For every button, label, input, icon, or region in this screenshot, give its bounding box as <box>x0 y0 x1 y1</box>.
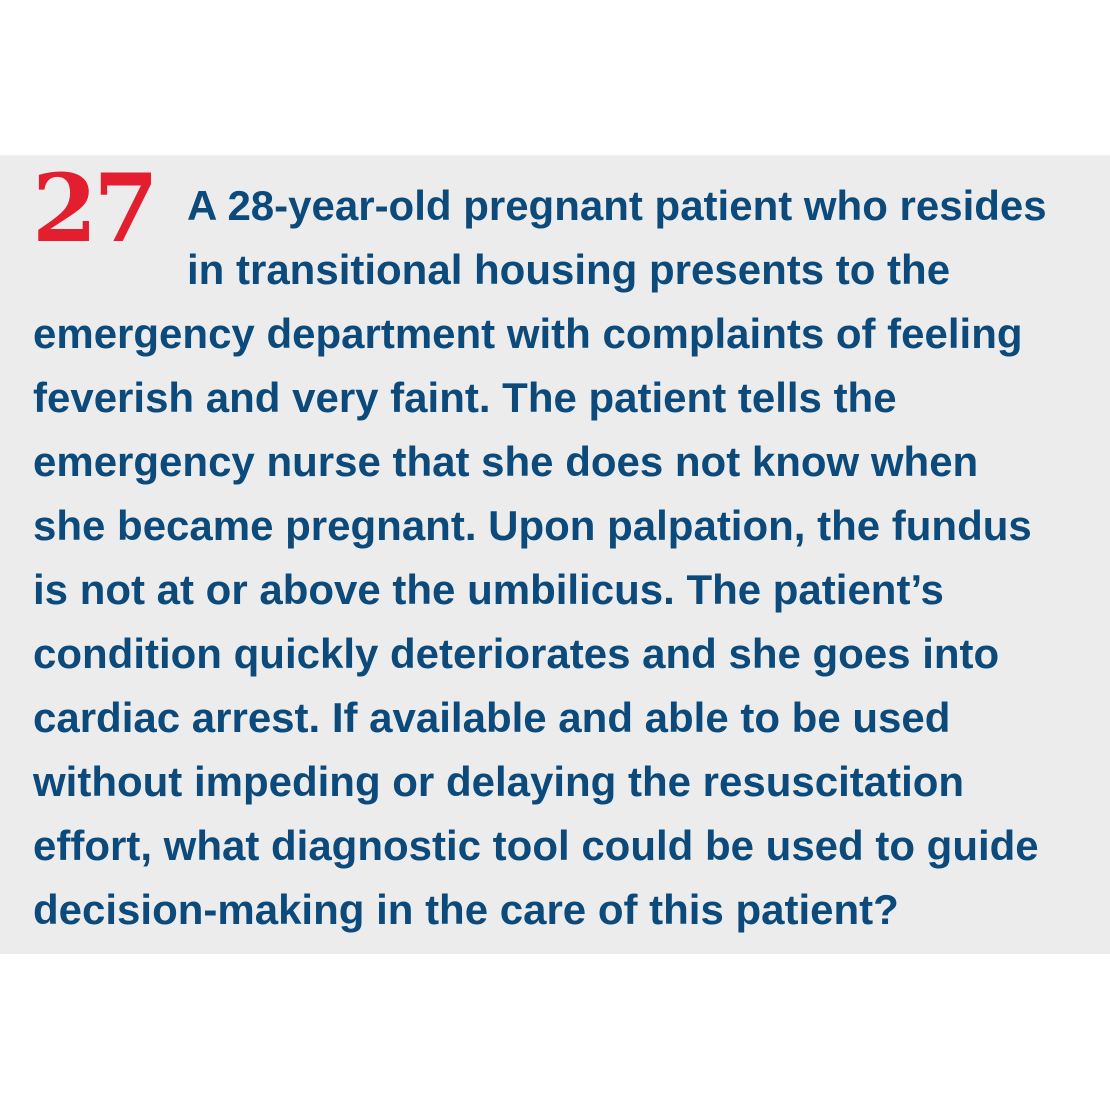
question-text-line: is not at or above the umbilicus. The patient’s <box>33 566 944 613</box>
question-text-line: emergency nurse that she does not know when <box>33 438 979 485</box>
question-text-line: decision-making in the care of this patient? <box>33 886 899 933</box>
question-text-line: feverish and very faint. The patient tells the <box>33 374 897 421</box>
question-text-line: A 28-year-old pregnant patient who resides <box>187 182 1047 229</box>
question-text-line: without impeding or delaying the resuscitation <box>33 758 965 805</box>
question-number: 27 <box>32 154 155 264</box>
question-text-line: effort, what diagnostic tool could be used to guide <box>33 822 1039 869</box>
question-text-line: cardiac arrest. If available and able to be used <box>33 694 951 741</box>
question-text-line: in transitional housing presents to the <box>187 246 951 293</box>
question-text-line: emergency department with complaints of feeling <box>33 310 1023 357</box>
question-text-line: condition quickly deteriorates and she goes into <box>33 630 1000 677</box>
question-text-line: she became pregnant. Upon palpation, the fundus <box>33 502 1032 549</box>
